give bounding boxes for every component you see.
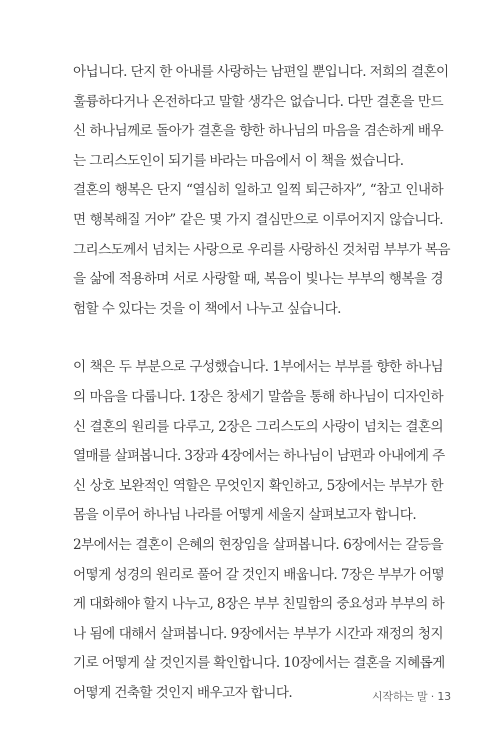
running-title: 시작하는 말 xyxy=(372,690,428,703)
footer-separator: · xyxy=(430,690,435,703)
paragraph-intro-end xyxy=(73,58,449,176)
text-line: 몸을 이루어 하나님 나라를 어떻게 세울지 살펴보고자 합니다. xyxy=(73,507,417,524)
text-line: 게 대화해야 할지 나누고, 8장은 부부 친밀함의 중요성과 부부의 하 xyxy=(73,596,445,613)
text-line: 결혼의 행복은 단지 “열심히 일하고 일찍 퇴근하자”, “참고 인내하 xyxy=(73,182,443,199)
paragraph-gap xyxy=(73,324,443,353)
page-footer xyxy=(372,688,451,704)
text-line: 신 상호 보완적인 역할은 무엇인지 확인하고, 5장에서는 부부가 한 xyxy=(73,477,443,494)
text-line: 나 됨에 대해서 살펴봅니다. 9장에서는 부부가 시간과 재정의 청지 xyxy=(73,625,443,642)
text-line: 열매를 살펴봅니다. 3장과 4장에서는 하나님이 남편과 아내에게 주 xyxy=(73,448,445,465)
text-line: 험할 수 있다는 것을 이 책에서 나누고 싶습니다. xyxy=(73,300,341,317)
text-line: 그리스도께서 넘치는 사랑으로 우리를 사랑하신 것처럼 부부가 복음 xyxy=(73,241,450,258)
text-line: 을 삶에 적용하며 서로 사랑할 때, 복음이 빛나는 부부의 행복을 경 xyxy=(73,271,443,288)
text-line: 이 책은 두 부분으로 구성했습니다. 1부에서는 부부를 향한 하나님 xyxy=(73,359,443,376)
text-line: 아닙니다. 단지 한 아내를 사랑하는 남편일 뿐입니다. 저희의 결혼이 xyxy=(73,64,449,80)
paragraph-part-two xyxy=(73,531,443,709)
text-line: 신 결혼의 원리를 다루고, 2장은 그리스도의 사랑이 넘치는 결혼의 xyxy=(73,418,443,435)
text-line: 면 행복해질 거야” 같은 몇 가지 결심만으로 이루어지지 않습니다. xyxy=(73,211,443,228)
text-line: 기로 어떻게 살 것인지를 확인합니다. 10장에서는 결혼을 지혜롭게 xyxy=(73,655,445,672)
text-line: 는 그리스도인이 되기를 바라는 마음에서 이 책을 썼습니다. xyxy=(73,152,404,169)
text-line: 의 마음을 다룹니다. 1장은 창세기 말씀을 통해 하나님이 디자인하 xyxy=(73,388,443,405)
text-line: 신 하나님께로 돌아가 결혼을 향한 하나님의 마음을 겸손하게 배우 xyxy=(73,123,443,140)
paragraph-part-one xyxy=(73,353,443,531)
page-number: 13 xyxy=(437,690,451,703)
text-line: 어떻게 성경의 원리로 풀어 갈 것인지 배웁니다. 7장은 부부가 어떻 xyxy=(73,566,445,583)
paragraph-happiness xyxy=(73,176,450,324)
text-line: 2부에서는 결혼이 은혜의 현장임을 살펴봅니다. 6장에서는 갈등을 xyxy=(73,536,443,553)
text-line: 어떻게 건축할 것인지 배우고자 합니다. xyxy=(73,684,293,701)
text-line: 훌륭하다거나 온전하다고 말할 생각은 없습니다. 다만 결혼을 만드 xyxy=(73,93,443,110)
